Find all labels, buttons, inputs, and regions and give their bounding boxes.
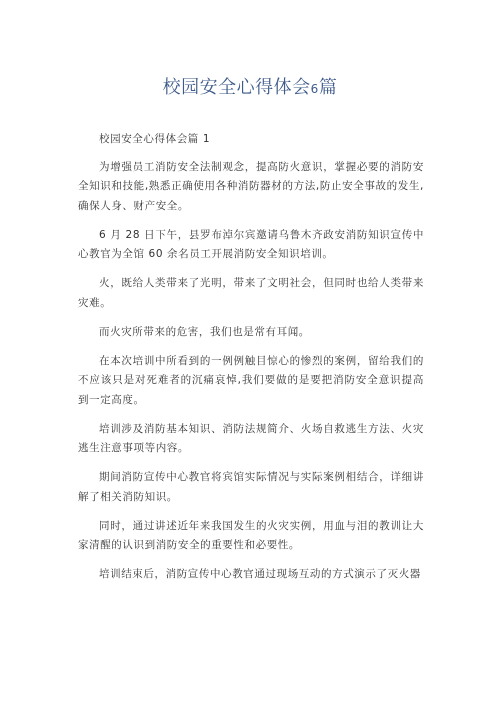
section-heading: 校园安全心得体会篇 1 (99, 133, 211, 145)
paragraph-1: 为增强员工消防安全法制观念，提高防火意识，掌握必要的消防安全知识和技能,熟悉正确使用各种消防器材的方法,防止安全事故的发生,确保人身、财产安全。 (78, 160, 424, 212)
paragraph-8: 同时，通过讲述近年来我国发生的火灾实例，用血与泪的教训让大家清醒的认识到消防安全的重要性和必要性。 (78, 519, 424, 551)
paragraph-4: 而火灾所带来的危害，我们也是常有耳闻。 (99, 325, 310, 338)
paragraph-9: 培训结束后，消防宣传中心教官通过现场互动的方式演示了灭火器 (99, 568, 421, 580)
page-title (0, 76, 500, 101)
paragraph-3: 火，既给人类带来了光明，带来了文明社会，但同时也给人类带来灾难。 (78, 277, 424, 309)
title-main: 校园安全心得体会 (162, 77, 311, 98)
paragraph-2: 6 月 28 日下午，县罗布淖尔宾邀请乌鲁木齐政安消防知识宣传中心教官为全馆 60 余名员工开展消防安全知识培训。 (78, 228, 424, 260)
paragraph-7: 期间消防宣传中心教官将宾馆实际情况与实际案例相结合，详细讲解了相关消防知识。 (78, 471, 424, 503)
document-body (78, 130, 424, 594)
title-number: 6 (310, 82, 319, 96)
title-suffix: 篇 (318, 77, 338, 98)
paragraph-6: 培训涉及消防基本知识、消防法规简介、火场自救逃生方法、火灾逃生注意事项等内容。 (78, 422, 424, 454)
paragraph-5: 在本次培训中所看到的一例例触目惊心的惨烈的案例，留给我们的不应该只是对死难者的沉痛哀悼,我们要做的是要把消防安全意识提高到一定高度。 (78, 354, 424, 406)
